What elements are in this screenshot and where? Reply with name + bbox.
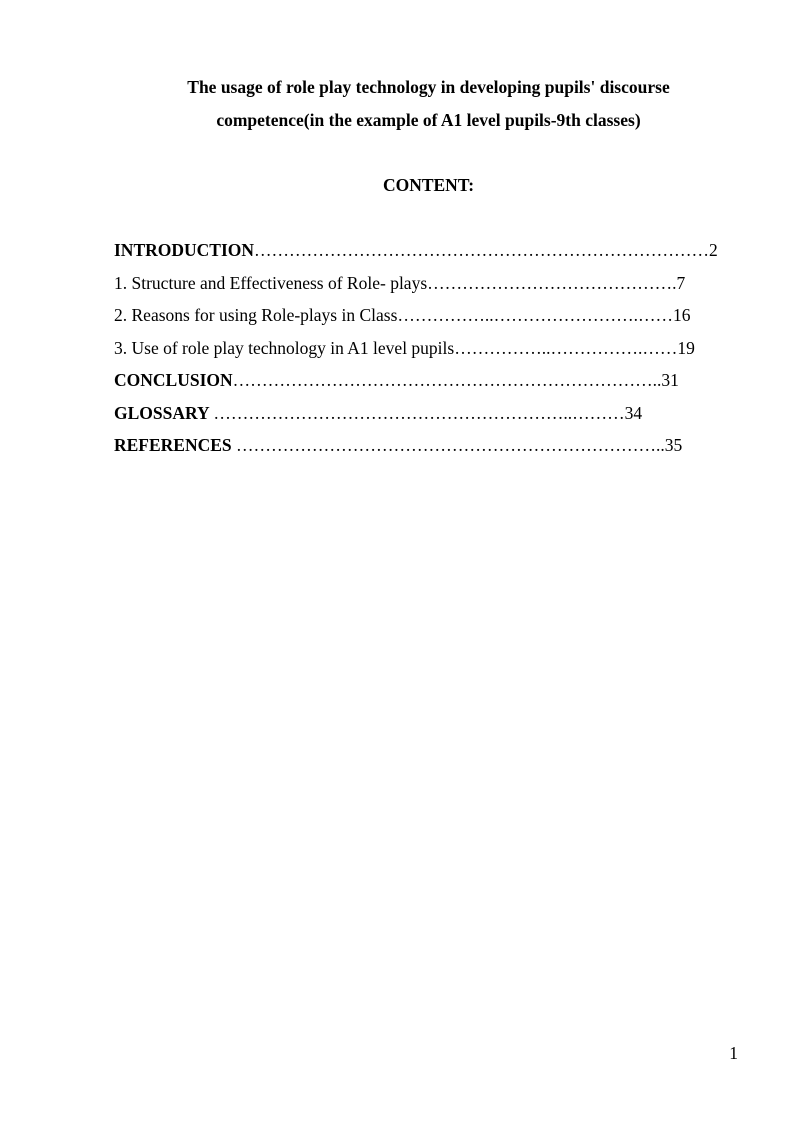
content-heading: CONTENT:: [382, 175, 475, 195]
toc-entry-leader-page: …………………………………….7: [427, 272, 686, 293]
toc-entry-references: [114, 434, 754, 467]
toc-entry-label: 1. Structure and Effectiveness of Role- plays: [114, 272, 428, 293]
table-of-contents: [114, 239, 754, 467]
toc-entry-label: 3. Use of role play technology in A1 level pupils: [114, 337, 455, 358]
toc-entry-label: 2. Reasons for using Role-plays in Class: [114, 305, 398, 325]
toc-entry-structure: [114, 272, 754, 305]
toc-entry-reasons: [114, 304, 754, 337]
toc-entry-introduction: [114, 239, 754, 272]
toc-entry-leader-page: ………………………………………………………………..35: [236, 435, 683, 455]
toc-entry-leader-page: ……………..…………….……19: [454, 337, 695, 358]
toc-entry-glossary: [114, 402, 754, 435]
toc-entry-label: INTRODUCTION: [114, 240, 255, 260]
toc-entry-use-of-role-play: [114, 337, 754, 370]
toc-entry-leader-page: ……………………………………………………………………2: [254, 240, 718, 260]
toc-entry-leader-page: ……………………………………………………..………34: [213, 402, 643, 423]
toc-entry-conclusion: [114, 369, 754, 402]
page-number: 1: [729, 1043, 738, 1063]
document-title-line-2: competence(in the example of A1 level pupils-9th classes): [216, 110, 641, 130]
toc-entry-label: CONCLUSION: [114, 370, 233, 390]
toc-entry-leader-page: ………………………………………………………………..31: [232, 370, 679, 390]
toc-entry-leader-page: ……………..…………………….……16: [397, 305, 691, 325]
toc-entry-label: REFERENCES: [114, 435, 237, 455]
document-title-line-1: The usage of role play technology in developing pupils' discourse: [187, 77, 670, 97]
toc-entry-label: GLOSSARY: [114, 402, 214, 423]
